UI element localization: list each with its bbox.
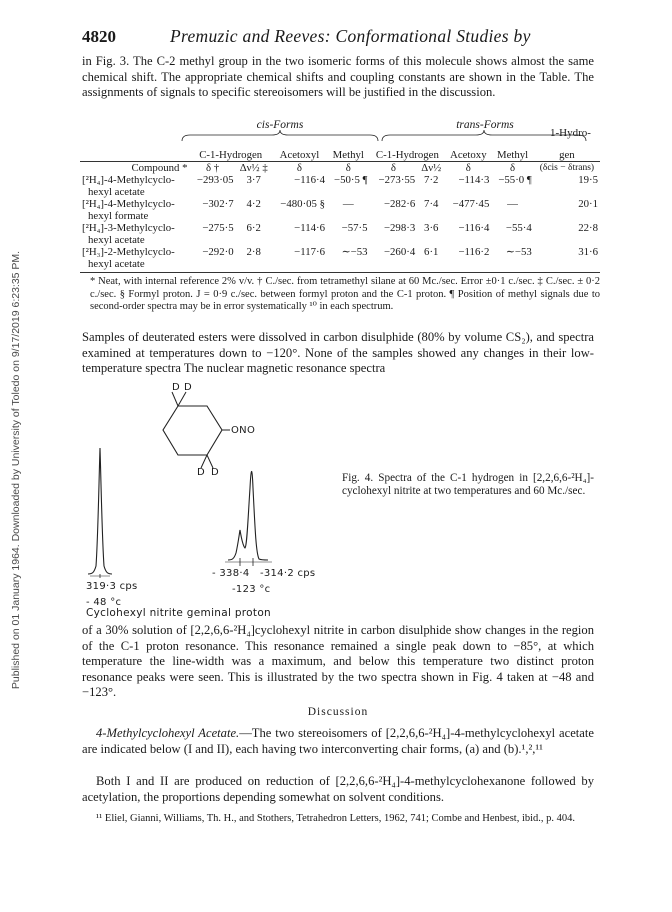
samples-text: Samples of deuterated esters were dissolved in carbon disulphide (80% by volume CS₂), and spectra examined at temperatures down to −120°. None of the samples showed any changes in their low-temperature spectra The nuclear magnetic resonance spectra [82,330,594,376]
acetate-text [82,726,594,757]
cell: −116·2 [458,246,490,258]
compound-name: [²H₄]-4-Methylcyclo- [82,174,175,186]
label-d-bottom-right: D [211,467,220,478]
cell: −50·5 ¶ [334,174,368,186]
cell: 20·1 [578,198,598,210]
cell: −57·5 [341,222,368,234]
compound-name-cont: hexyl acetate [88,186,145,198]
table-row-cont [80,258,600,273]
acetate-title: 4-Methylcyclohexyl Acetate. [96,726,240,740]
unit-label: δ [510,162,516,174]
group-braces [180,129,600,143]
cell: — [507,198,518,210]
cell: 3·7 [246,174,261,186]
left-temperature: - 48 °c [86,597,122,608]
unit-label: Δν½ ‡ [239,162,268,174]
cell: 31·6 [578,246,598,258]
label-d-bottom-left: D [197,467,206,478]
table-group-headers [80,119,600,149]
paragraph-reduction [82,774,594,805]
cell: 7·2 [424,174,439,186]
cell: 7·4 [424,198,439,210]
running-head: Premuzic and Reeves: Conformational Studies by [170,26,531,46]
cell: — [342,198,354,210]
gen-col-header: gen [559,149,575,161]
col-header: Methyl [496,149,529,161]
data-table [80,149,600,273]
table-row-cont [80,186,600,198]
compound-name-cont: hexyl formate [88,210,149,222]
shift-table [80,119,600,314]
table-row [80,222,600,234]
table-footnote: * Neat, with internal reference 2% v/v. † C./sec. from tetramethyl silane at 60 Mc./sec. Error ±0·1 c./sec. ‡ C./sec. ± 0·2 c./sec. § Formyl proton. J = 0·9 c./sec. between formyl proton and the C-1 proton. ¶ Position of methyl signals due to second-order spectra may be in error systematically ¹⁰ in each spectrum. [90,276,600,313]
cyclohexane-ring [163,406,222,455]
cell: −116·4 [458,222,490,234]
table-row [80,198,600,210]
cis-forms-label: cis-Forms [256,119,304,131]
unit-label: δ [390,162,396,174]
compound-label: Compound * [131,162,188,174]
cell: −273·55 [378,174,416,186]
cell: −282·6 [383,198,416,210]
cell: 22·8 [578,222,598,234]
intro-paragraph [82,54,594,101]
label-d-top-right: D [184,382,193,393]
cell: −298·3 [383,222,416,234]
table-row-cont [80,234,600,246]
cell: −477·45 [452,198,490,210]
col-header: Acetoxyl [279,149,320,161]
left-spectrum-peak [88,448,112,574]
diff-label: (δcis − δtrans) [539,163,595,173]
trans-forms-label: trans-Forms [456,119,514,131]
unit-label: δ † [205,162,220,174]
table-row [80,246,600,258]
cell: −117·6 [294,246,326,258]
col-header: C-1-Hydrogen [199,149,263,161]
cell: ∼−53 [341,246,368,258]
cell: −114·6 [294,222,326,234]
table-row [80,174,600,186]
handwritten-label: Cyclohexyl nitrite geminal proton [86,607,271,619]
reference-footnote: ¹¹ Eliel, Gianni, Williams, Th. H., and Stothers, Tetrahedron Letters, 1962, 741; Combe and Henbest, ibid., p. 404. [96,813,576,824]
compound-name-cont: hexyl acetate [88,234,145,246]
intro-text: in Fig. 3. The C-2 methyl group in the two isomeric forms of this molecule shows almost the same chemical shift. The appropriate chemical shifts and coupling constants are shown in the Table. The assignments of signals to specific stereoisomers will be justified in the discussion. [82,54,594,100]
paragraph-samples [82,330,594,377]
hydrogen-col-header: 1-Hydro- [550,127,591,139]
compound-name-cont: hexyl acetate [88,258,145,270]
col-header: Acetoxy [450,149,487,161]
cell: 6·2 [246,222,261,234]
unit-label: Δν½ [421,162,442,174]
cell: −55·4 [505,222,532,234]
cell: −275·5 [202,222,234,234]
cell: 6·1 [424,246,439,258]
col-header: C-1-Hydrogen [375,149,439,161]
download-watermark [6,150,26,790]
table-col-headers [80,149,600,162]
nitrite-text: of a 30% solution of [2,2,6,6-²H₄]cyclohexyl nitrite in carbon disulphide show changes in the region of the C-1 proton resonance. This resonance remained a single peak down to −85°, at which temperature the line-width was a maximum, and below this temperature two distinct proton resonance peaks were seen. This is illustrated by the two spectra shown in Fig. 4 taken at −48 and −123°. [82,623,594,700]
cell: −114·3 [458,174,490,186]
right-spectrum-peaks [228,471,268,560]
table-unit-row [80,162,600,175]
label-ono: ONO [231,425,256,436]
cell: −293·05 [196,174,234,186]
unit-label: δ [345,162,351,174]
paragraph-acetate [82,726,594,757]
table-row-cont [80,210,600,222]
left-peak-cps: 319·3 cps [86,581,138,592]
cell: 2·8 [246,246,261,258]
unit-label: δ [296,162,302,174]
cell: −292·0 [202,246,234,258]
cell: −260·4 [383,246,416,258]
page-number: 4820 [82,27,116,46]
cell: 19·5 [578,174,598,186]
compound-name: [²H₄]-4-Methylcyclo- [82,198,175,210]
cell: −302·7 [202,198,234,210]
compound-name: [²H₃]-2-Methylcyclo- [82,246,175,258]
cell: −480·05 § [280,198,326,210]
unit-label: δ [465,162,471,174]
cell: ∼−53 [505,246,532,258]
acetate-body: —The two stereoisomers of [2,2,6,6-²H₄]-4-methylcyclohexyl acetate are indicated below (I and II), each having two interconverting chair forms, (a) and (b).¹,²,¹¹ [82,726,594,756]
right-temperature: -123 °c [232,584,271,595]
compound-name: [²H₄]-3-Methylcyclo- [82,222,175,234]
watermark-text: Published on 01 January 1964. Downloaded by University of Toledo on 9/17/2019 6:23:35 PM. [10,250,22,690]
figure-4 [80,378,600,618]
discussion-heading: Discussion [307,706,369,718]
cell: 3·6 [424,222,439,234]
cell: −55·0 ¶ [498,174,532,186]
figure-caption: Fig. 4. Spectra of the C-1 hydrogen in [2,2,6,6-²H₄]-cyclohexyl nitrite at two temperatures and 60 Mc./sec. [342,472,594,497]
right-peak-cps: - 338·4 -314·2 cps [212,568,316,579]
col-header: Methyl [332,149,364,161]
cell: 4·2 [246,198,261,210]
paragraph-nitrite [82,623,594,701]
reduction-text: Both I and II are produced on reduction of [2,2,6,6-²H₄]-4-methylcyclohexanone followed by acetylation, the proportions depending somewhat on solvent conditions. [82,774,594,804]
label-d-top-left: D [172,382,181,393]
cell: −116·4 [294,174,326,186]
